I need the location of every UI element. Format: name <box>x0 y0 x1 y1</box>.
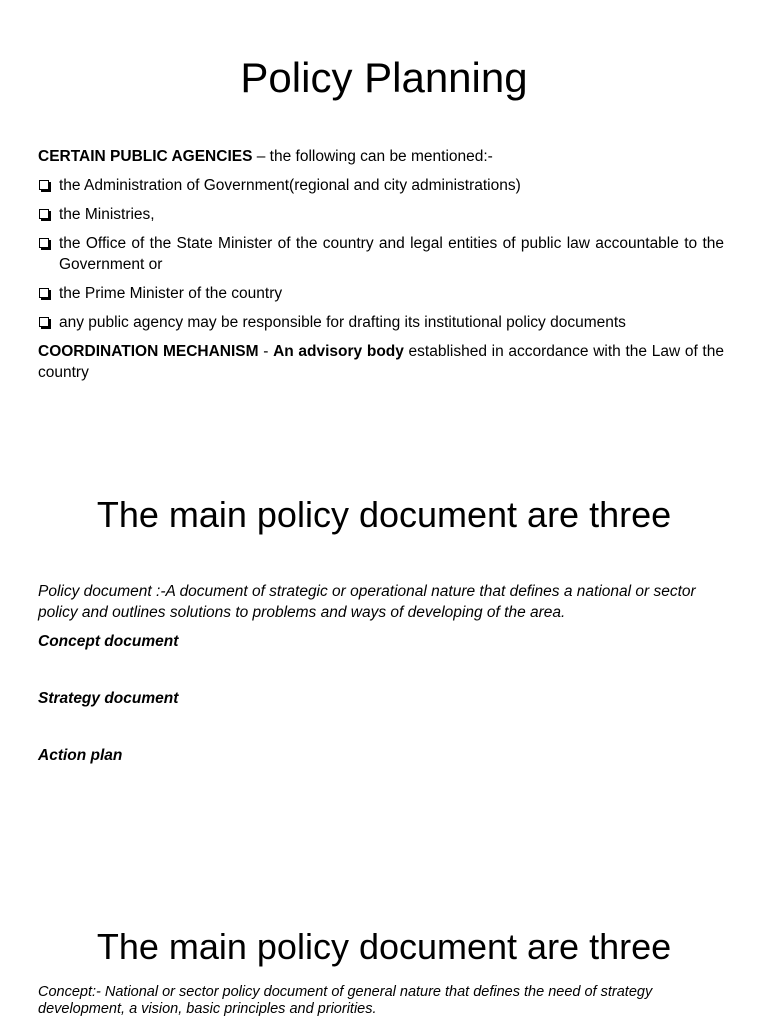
slide-title: The main policy document are three <box>96 926 672 967</box>
bullet-text: the Ministries, <box>59 206 155 223</box>
agencies-heading: CERTAIN PUBLIC AGENCIES <box>38 148 253 165</box>
slide-title: Policy Planning <box>240 54 528 101</box>
bullet-item <box>38 312 724 333</box>
checkbox-bullet-icon <box>39 288 49 298</box>
document-type-item: Concept document <box>38 633 179 650</box>
bullet-text: the Office of the State Minister of the country and legal entities of public law accountable to the Government or <box>59 235 724 273</box>
checkbox-bullet-icon <box>39 238 49 248</box>
concept-definition: Concept:- National or sector policy document of general nature that defines the need of strategy development, a vision, basic principles and priorities. <box>38 984 653 1017</box>
advisory-body: An advisory body <box>273 343 404 360</box>
bullet-text: the Prime Minister of the country <box>59 285 283 302</box>
document-type-item: Action plan <box>38 747 123 764</box>
coordination-dash: - <box>258 343 274 360</box>
slide-policy-planning <box>0 0 768 430</box>
checkbox-bullet-icon <box>39 209 49 219</box>
slide-title: The main policy document are three <box>96 494 672 535</box>
coordination-heading: COORDINATION MECHANISM <box>38 343 259 360</box>
bullet-item <box>38 175 724 196</box>
slide-body <box>38 581 724 766</box>
agencies-intro: – the following can be mentioned:- <box>252 148 493 165</box>
slide-body <box>38 146 724 383</box>
policy-document-definition: Policy document :-A document of strategic or operational nature that defines a national or sector policy and outlines solutions to problems and ways of developing of the area. <box>38 583 696 621</box>
bullet-text: the Administration of Government(regional and city administrations) <box>59 177 521 194</box>
checkbox-bullet-icon <box>39 180 49 190</box>
slide-main-policy-documents <box>0 430 768 860</box>
slide-body <box>38 984 724 1018</box>
agencies-paragraph <box>38 146 724 167</box>
coordination-paragraph <box>38 341 724 383</box>
bullet-item <box>38 283 724 304</box>
bullet-text: any public agency may be responsible for drafting its institutional policy documents <box>59 314 626 331</box>
checkbox-bullet-icon <box>39 317 49 327</box>
bullet-item <box>38 204 724 225</box>
document-type-item: Strategy document <box>38 690 179 707</box>
bullet-item <box>38 233 724 275</box>
slide-main-policy-documents-concept <box>0 860 768 1024</box>
coordination-rest: established in accordance with the Law of the country <box>38 343 724 381</box>
